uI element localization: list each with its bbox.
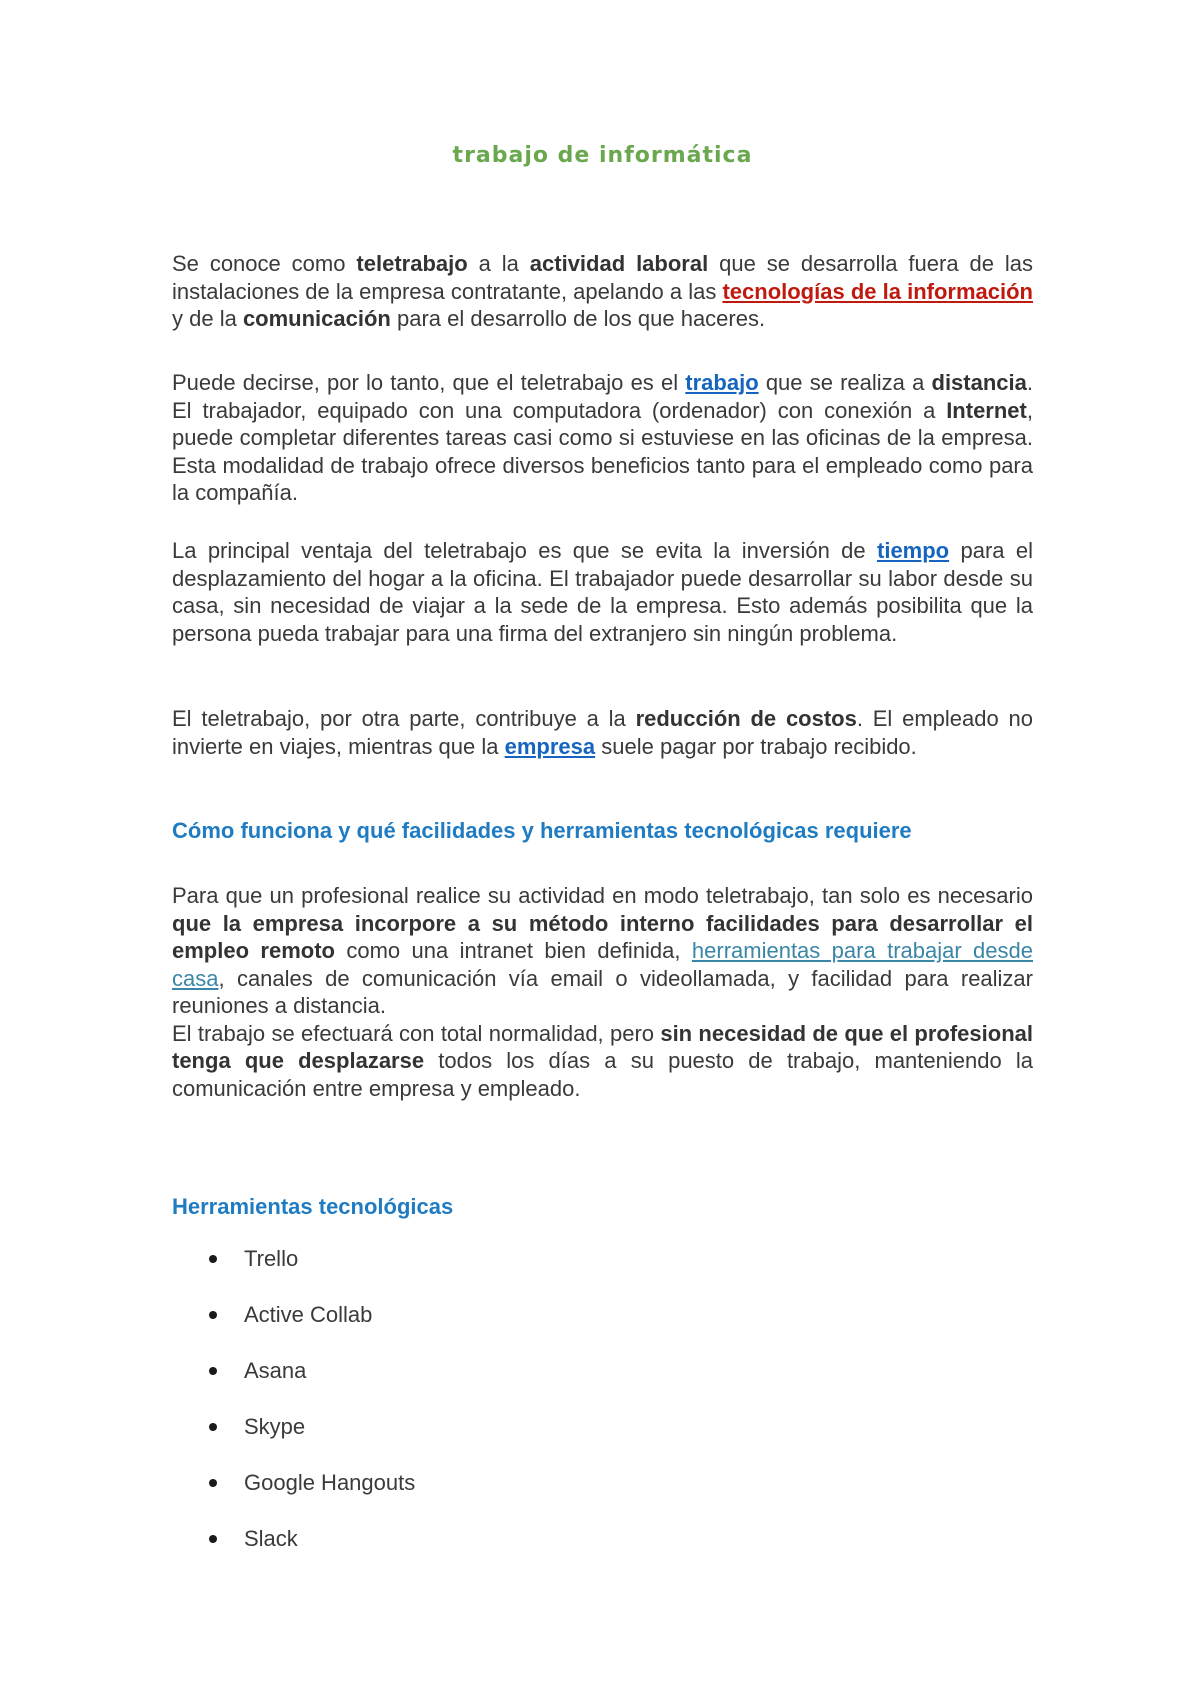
bold-term: que la empresa incorpore a su método interno facilidades para desarrollar el empleo remoto [172,910,1033,963]
list-item [172,1524,1033,1580]
text-run: . El trabajador, equipado con una computadora (ordenador) con conexión a [172,370,1033,423]
text-run: que se realiza a [758,370,932,395]
text-run: , puede completar diferentes tareas casi como si estuviese en las oficinas de la empresa. Esta modalidad de trabajo ofrece diversos beneficios tanto para el empleado como para la compañía. [172,397,1033,505]
list-item-label: Trello [244,1246,299,1271]
list-item [172,1300,1033,1356]
tools-list [172,1244,1033,1580]
text-run: El teletrabajo, por otra parte, contribuye a la [172,706,636,731]
list-item-label: Skype [244,1414,306,1439]
text-run: Se conoce como [172,251,357,276]
link-tiempo[interactable]: tiempo [877,538,950,563]
bold-term: actividad laboral [529,251,709,276]
text-run: para el desplazamiento del hogar a la oficina. El trabajador puede desarrollar su labor desde su casa, sin necesidad de viajar a la sede de la empresa. Esto además posibilita que la persona pueda trabajar para una firma del extranjero sin ningún problema. [172,538,1033,646]
list-item [172,1244,1033,1300]
text-run: Para que un profesional realice su actividad en modo teletrabajo, tan solo es necesario [172,883,1033,908]
text-run: Puede decirse, por lo tanto, que el teletrabajo es el [172,370,686,395]
bold-term: Internet [946,397,1027,423]
paragraph-5 [172,882,1033,1102]
bold-term: reducción de costos [635,706,857,731]
text-run: suele pagar por trabajo recibido. [595,733,917,759]
link-empresa[interactable]: empresa [504,733,596,759]
link-herramientas[interactable]: herramientas para trabajar desde casa [172,938,1034,991]
text-run: , canales de comunicación vía email o videollamada, y facilidad para realizar reuniones a distancia. [172,965,1033,1018]
text-run: como una intranet bien definida, [334,938,692,963]
paragraph-1 [172,250,1033,333]
bullet-icon [209,1367,217,1375]
text-run: La principal ventaja del teletrabajo es que se evita la inversión de [172,538,877,563]
bold-term: comunicación [242,306,391,331]
list-item-label: Slack [244,1526,298,1551]
text-run: que se desarrolla fuera de las instalaciones de la empresa contratante, apelando a las [172,251,1033,304]
paragraph-2 [172,369,1033,507]
paragraph-3 [172,537,1033,647]
text-run: El trabajo se efectuará con total normalidad, pero [172,1020,661,1046]
section-heading-como-funciona: Cómo funciona y qué facilidades y herramientas tecnológicas requiere [172,818,912,843]
text-run: y de la [172,306,243,331]
bullet-icon [209,1255,217,1263]
list-item-label: Google Hangouts [244,1470,416,1495]
document-title: trabajo de informática [452,143,753,168]
link-trabajo[interactable]: trabajo [685,370,759,395]
paragraph-4 [172,705,1033,760]
bold-term: distancia [931,370,1027,395]
list-item-label: Asana [244,1358,307,1383]
link-tecnologias[interactable]: tecnologías de la información [722,278,1033,304]
bullet-icon [209,1535,217,1543]
list-item-label: Active Collab [244,1302,373,1327]
text-run: todos los días a su puesto de trabajo, manteniendo la comunicación entre empresa y empleado. [172,1048,1033,1101]
bullet-icon [209,1311,217,1319]
text-run: a la [467,251,530,276]
list-item [172,1412,1033,1468]
list-item [172,1356,1033,1412]
bold-term: teletrabajo [356,251,468,276]
bold-term: sin necesidad de que el profesional tenga que desplazarse [172,1020,1033,1073]
list-item [172,1468,1033,1524]
text-run: para el desarrollo de los que haceres. [390,306,766,331]
text-run: . El empleado no invierte en viajes, mientras que la [172,706,1033,759]
bullet-icon [209,1479,217,1487]
bullet-icon [209,1423,217,1431]
section-heading-herramientas: Herramientas tecnológicas [172,1194,454,1219]
